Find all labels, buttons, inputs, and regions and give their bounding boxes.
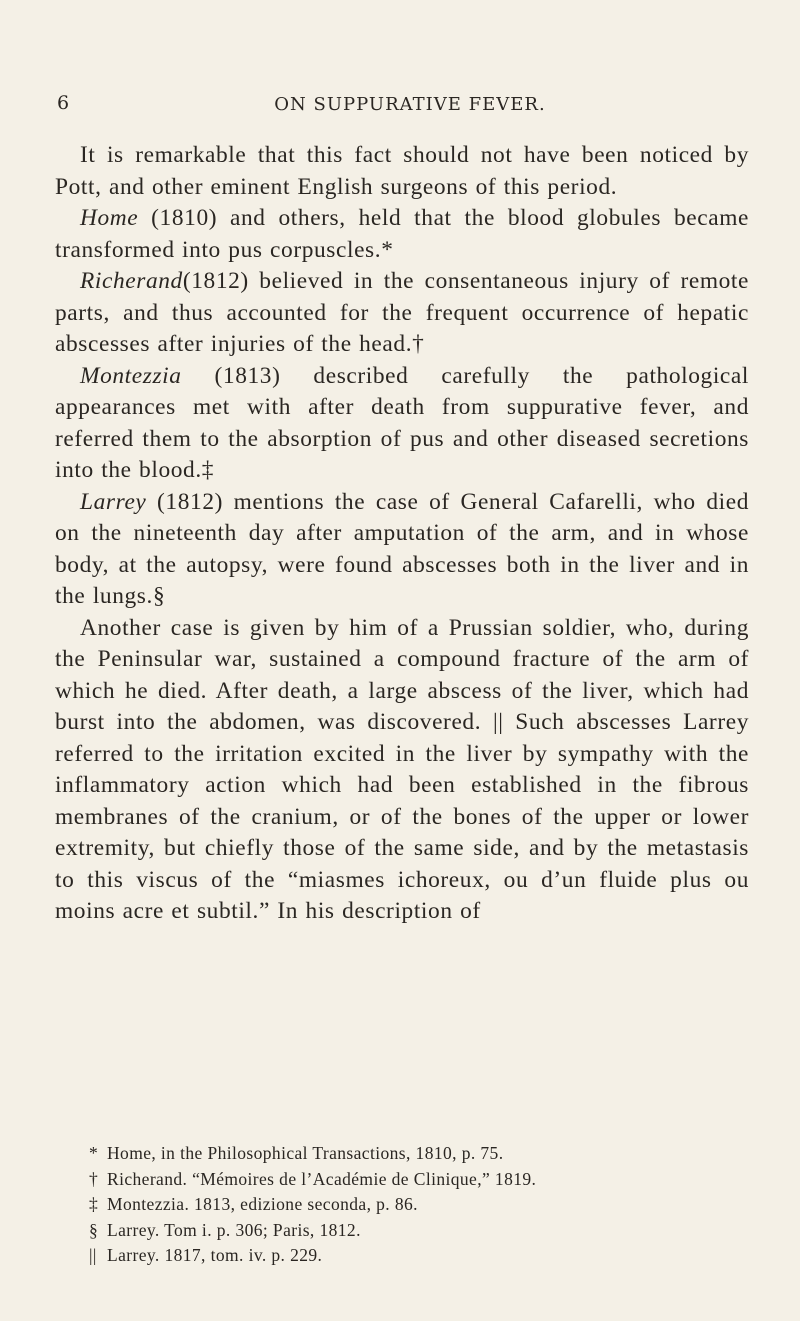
paragraph-text: It is remarkable that this fact should not have been noticed by Pott, and other eminent English surgeons of this period. [55,142,749,200]
paragraph-text: (1813) described carefully the pathological appearances met with after death from suppurative fever, and referred them to the absorption of pus and other diseased secretions into the blood.‡ [55,362,749,483]
footnote [55,1243,749,1269]
paragraph-text: (1810) and others, held that the blood globules became transformed into pus corpuscles.* [55,205,749,263]
footnote [55,1218,749,1244]
footnote-mark: § [89,1219,99,1240]
footnotes [55,1141,749,1269]
paragraph [55,361,749,487]
footnote-mark: ‡ [89,1194,99,1214]
footnote-mark: † [89,1168,99,1189]
running-head: ON SUPPURATIVE FEVER. [274,94,546,115]
footnote-mark: || [89,1245,97,1265]
footnote-mark: * [89,1143,99,1163]
paragraph [55,203,749,266]
author-name: Richerand [80,268,183,294]
footnote-text: Montezzia. 1813, edizione seconda, p. 86. [107,1194,418,1214]
page-header [0,92,800,122]
footnote [55,1141,749,1167]
paragraph [55,613,749,928]
page-number: 6 [57,92,71,114]
footnote [55,1167,749,1193]
footnote-text: Larrey. 1817, tom. iv. p. 229. [107,1245,323,1265]
body-text [55,140,749,928]
footnote-text: Home, in the Philosophical Transactions, 1810, p. 75. [107,1143,504,1163]
paragraph-text: (1812) believed in the consentaneous injury of remote parts, and thus accounted for the frequent occurrence of hepatic abscesses after injuries of the head.† [55,268,749,357]
author-name: Larrey [80,488,147,515]
paragraph [55,487,749,613]
author-name: Home [80,205,139,231]
author-name: Montezzia [80,362,182,389]
paragraph [55,266,749,361]
paragraph-text: Another case is given by him of a Prussian soldier, who, during the Peninsular war, sustained a compound fracture of the arm of which he died. After death, a large abscess of the liver, which had burst into the abdomen, was discovered. || Such abscesses Larrey referred to the irritation excited in the liver by sympathy with the inflammatory action which had been established in the fibrous membranes of the cranium, or of the bones of the upper or lower extremity, but chiefly those of the same side, and by the metastasis to this viscus of the “miasmes ichoreux, ou d’un fluide plus ou moins acre et subtil.” In his description of [55,614,749,924]
paragraph [55,140,749,203]
footnote-text: Larrey. Tom i. p. 306; Paris, 1812. [107,1219,361,1240]
footnote-text: Richerand. “Mémoires de l’Académie de Clinique,” 1819. [107,1168,537,1189]
paragraph-text: (1812) mentions the case of General Cafarelli, who died on the nineteenth day after amputation of the arm, and in whose body, at the autopsy, were found abscesses both in the liver and in the lungs.§ [55,488,749,609]
footnote [55,1192,749,1218]
